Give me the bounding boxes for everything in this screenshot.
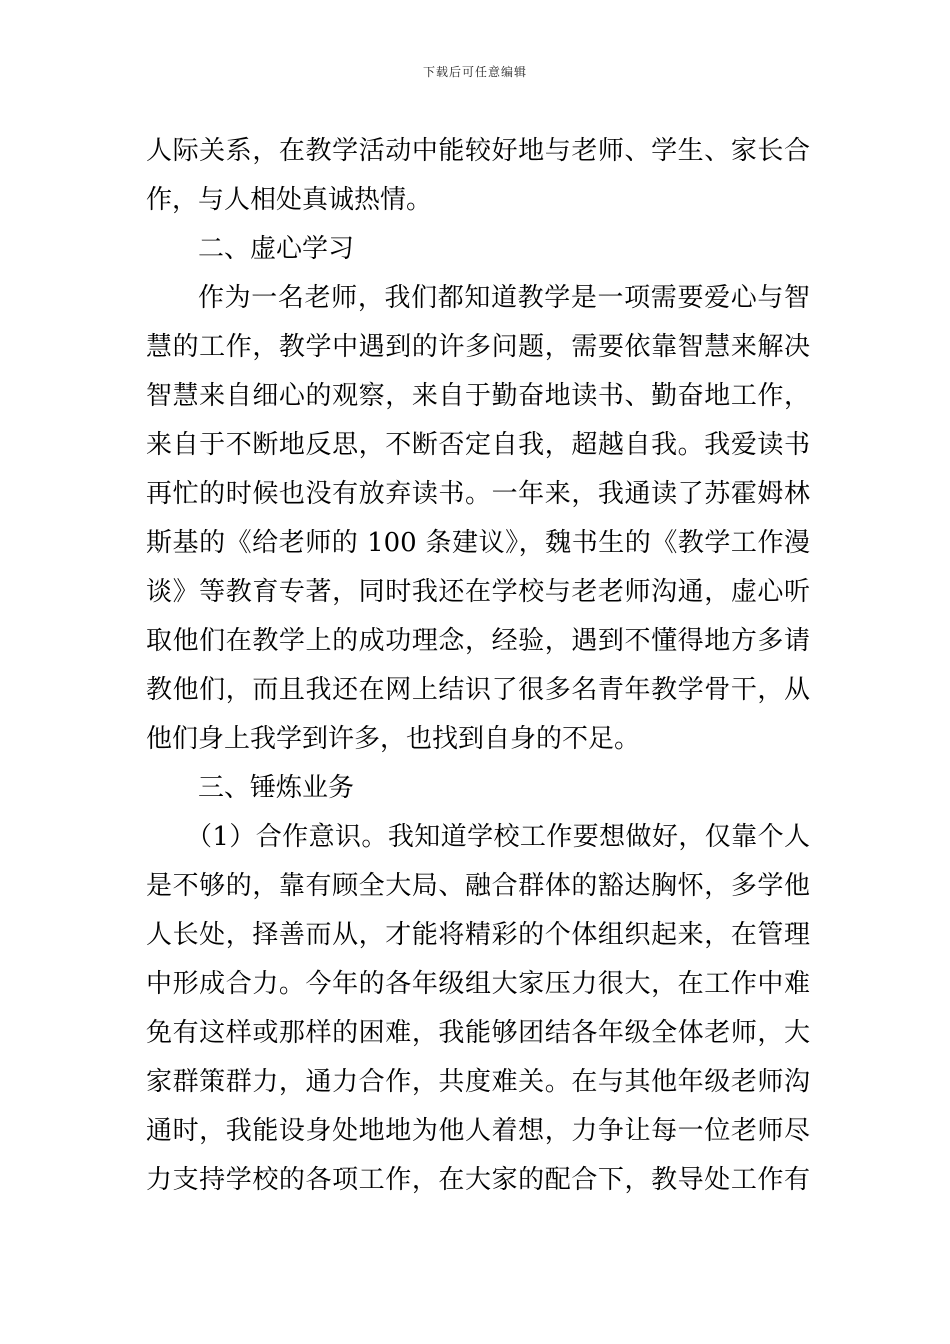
section-heading: 三、锤炼业务 [198, 773, 355, 803]
text-line: 教他们，而且我还在网上结识了很多名青年教学骨干，从 [146, 675, 810, 705]
text-line: 慧的工作，教学中遇到的许多问题，需要依靠智慧来解决 [146, 332, 810, 362]
text-line: 免有这样或那样的困难，我能够团结各年级全体老师，大 [146, 1018, 810, 1048]
text-line: 人际关系，在教学活动中能较好地与老师、学生、家长合 [146, 136, 810, 166]
section-heading: 二、虚心学习 [198, 234, 355, 264]
text-line: 来自于不断地反思，不断否定自我，超越自我。我爱读书 [146, 430, 810, 460]
text-line: 家群策群力，通力合作，共度难关。在与其他年级老师沟 [146, 1067, 810, 1097]
text-line: 斯基的《给老师的 100 条建议》，魏书生的《教学工作漫 [146, 528, 810, 558]
text-line: 取他们在教学上的成功理念，经验，遇到不懂得地方多请 [146, 626, 810, 656]
text-line: 再忙的时候也没有放弃读书。一年来，我通读了苏霍姆林 [146, 479, 810, 509]
text-line: 谈》等教育专著，同时我还在学校与老老师沟通，虚心听 [146, 577, 810, 607]
text-line: 智慧来自细心的观察，来自于勤奋地读书、勤奋地工作， [146, 381, 810, 411]
text-line: 作，与人相处真诚热情。 [146, 185, 433, 215]
text-line: （1）合作意识。我知道学校工作要想做好，仅靠个人 [186, 822, 810, 852]
text-line: 他们身上我学到许多，也找到自身的不足。 [146, 724, 641, 754]
document-body [146, 127, 810, 1205]
text-line: 作为一名老师，我们都知道教学是一项需要爱心与智 [198, 283, 810, 313]
text-line: 中形成合力。今年的各年级组大家压力很大，在工作中难 [146, 969, 810, 999]
text-line: 通时，我能设身处地地为他人着想，力争让每一位老师尽 [146, 1116, 810, 1146]
page-header: 下载后可任意编辑 [422, 65, 527, 79]
text-line: 力支持学校的各项工作，在大家的配合下，教导处工作有 [146, 1165, 810, 1195]
text-line: 是不够的，靠有顾全大局、融合群体的豁达胸怀，多学他 [146, 871, 810, 901]
text-line: 人长处，择善而从，才能将精彩的个体组织起来，在管理 [146, 920, 810, 950]
